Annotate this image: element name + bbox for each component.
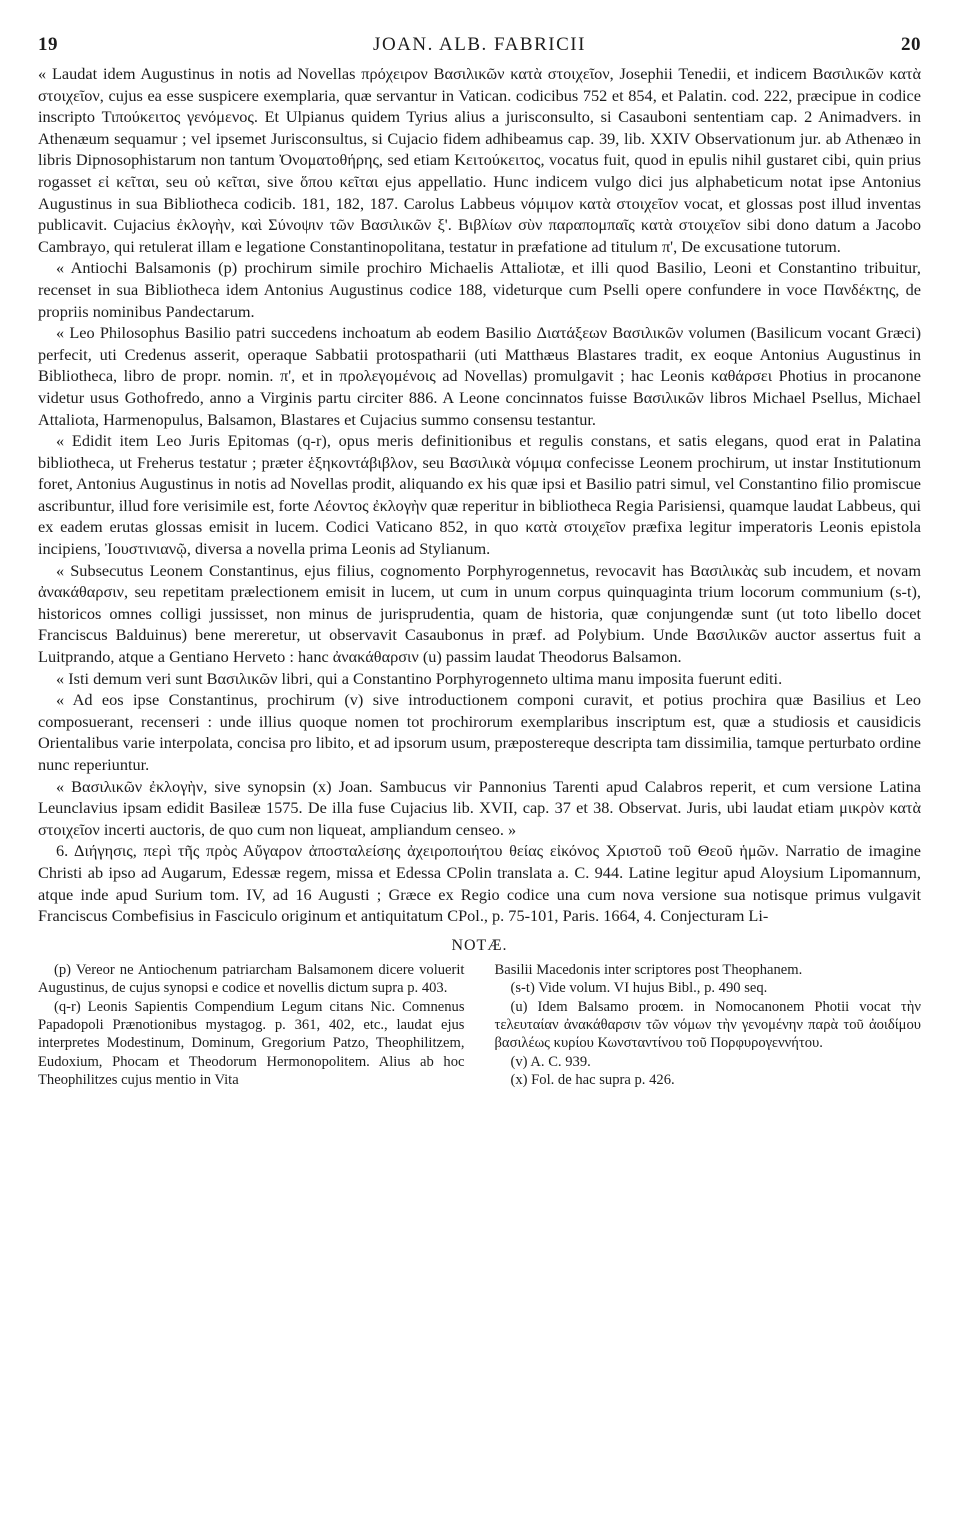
footnote: (p) Vereor ne Antiochenum patriarcham Balsamonem dicere voluerit Augustinus, de cujus synopsi e codice et novellis dictum supra p. 403. <box>38 961 465 997</box>
notes-heading: NOTÆ. <box>451 936 508 954</box>
page-number-left: 19 <box>38 34 58 55</box>
paragraph: « Βασιλικῶν ἐκλογὴν, sive synopsin (x) Joan. Sambucus vir Pannonius Tarenti apud Calabros reperit, et cum versione Latina Leunclavius ipsam edidit Basileæ 1575. De illa fuse Cujacius lib. XVII, cap. 37 et 38. Observat. Juris, ubi laudat etiam μικρὸν κατὰ στοιχεῖον incerti auctoris, de quo cum non liqueat, ampliandum censeo. » <box>38 776 921 839</box>
footnotes-left-column <box>38 961 465 1090</box>
running-title: JOAN. ALB. FABRICII <box>373 34 586 55</box>
footnote: (v) A. C. 939. <box>510 1053 591 1070</box>
paragraph: « Isti demum veri sunt Βασιλικῶν libri, qui a Constantino Porphyrogenneto ultima manu imposita fuerunt editi. <box>56 668 783 688</box>
footnote: Basilii Macedonis inter scriptores post Theophanem. <box>494 961 803 978</box>
page-number-right: 20 <box>900 34 921 55</box>
paragraph: « Edidit item Leo Juris Epitomas (q-r), opus meris definitionibus et regulis constans, et satis elegans, quod erat in Palatina bibliotheca, ut Freherus testatur ; præter ἑξηκοντάβιβλον, seu Βασιλικὰ νόμιμα confecisse Leonem prochirum, ut instar Institutionum foret, Antonius Augustinus in notis ad Novellas prodit, aliquando ex his quæ ipsi et Basilio patri simul, vel Constantino filio promiscue ascribuntur, illud fore verisimile est, forte Λέοντος ἐκλογὴν quæ reperitur in bibliotheca Regia Parisiensi, quamque laudat Labbeus, qui ex eadem erutas glossas emisit in lucem. Codici Vaticano 852, in quo κατὰ στοιχεῖον præfixa legitur imperatoris Leonis epistola incipiens, Ἰουστινιανῷ, diversa a novella prima Leonis ad Stylianum. <box>38 431 921 559</box>
footnote: (x) Fol. de hac supra p. 426. <box>510 1072 675 1089</box>
paragraph: « Ad eos ipse Constantinus, prochirum (v) sive introductionem componi curavit, et potius prochira quæ Basilius et Leo composuerant, recenseri : unde illius quoque nomen tot prochirorum exemplaribus inscriptum est, quæ a studiosis et causidicis Orientalibus varie interpolata, concisa pro libito, et ad ipsorum usum, præpostereque descripta tam dissimilia, tamque perturbato ordine nunc reperiuntur. <box>38 690 921 774</box>
paragraph: « Antiochi Balsamonis (p) prochirum simile prochiro Michaelis Attaliotæ, et illi quod Basilio, Leoni et Constantino tribuitur, recenset in sua Bibliotheca idem Antonius Augustinus codice 188, videturque cum Pselli opere confundere in voce Πανδέκτης, de propriis nominibus Pandectarum. <box>38 258 921 321</box>
footnotes-right-column <box>495 961 922 1090</box>
paragraph: « Subsecutus Leonem Constantinus, ejus filius, cognomento Porphyrogennetus, revocavit has Βασιλικὰς sub incudem, et novam ἀνακάθαρσιν, seu repetitam prælectionem emisit in lucem, ut cum in unum corpus quinquaginta trium locorum communium (s-t), historicos omnes colligi jussisset, non minus de jurisprudentia, quam de historia, quæ conjungendæ sunt (ut toto libello docet Franciscus Balduinus) bene mereretur, ut observavit Casaubonus in præf. ad Polybium. Unde Βασιλικῶν auctor assertus fuit a Luitprando, atque a Gentiano Herveto : hanc ἀνακάθαρσιν (u) passim laudat Theodorus Balsamon. <box>38 560 921 667</box>
paragraph: 6. Διήγησις, περὶ τῆς πρὸς Αὔγαρον ἀποσταλείσης ἀχειροποιήτου θείας εἰκόνος Χριστοῦ τοῦ Θεοῦ ἡμῶν. Narratio de imagine Christi ab ipso ad Augarum, Edessæ regem, missa et Edessa CPolin translata a. C. 944. Latine legitur apud Aloysium Lipomannum, atque inde apud Surium tom. IV, ad 16 Augusti ; Græce ex Regio codice una cum nova versione sua notisque primus vulgavit Franciscus Combefisius in Fasciculo originum et antiquitatum CPol., p. 75-101, Paris. 1664, 4. Conjecturam Li- <box>38 841 921 926</box>
footnote: (s-t) Vide volum. VI hujus Bibl., p. 490 seq. <box>510 980 768 997</box>
paragraph: « Laudat idem Augustinus in notis ad Novellas πρόχειρον Βασιλικῶν κατὰ στοιχεῖον, Josephii Tenedii, et indicem Βασιλικῶν κατὰ στοιχεῖον, cujus ea esse suspicere exemplaria, quæ servantur in Vatican. codicibus 752 et 854, et Palatin. cod. 222, præcipue in codice inscripto Τιπούκειτος γενόμενος. Et Ulpianus quidem Tyrius alius a jurisconsulto, si Casauboni sententiam cap. 2 Animadvers. in Athenæum sequamur ; vel ipsemet Jurisconsultus, si Cujacio fidem adhibeamus cap. 39, lib. XXIV Observationum jur. ab Athenæo in libris Dipnosophistarum non tantum Ὀνοματοθήρης, sed etiam Κειτούκειτος, vocatus fuit, quod in epulis nihil gustaret cibi, quin prius rogasset εἰ κεῖται, seu οὐ κεῖται, sive ὅπου κεῖται ejus appellatio. Hunc indicem vulgo dici jus alphabeticum notat ipse Antonius Augustinus in sua Bibliotheca codicib. 181, 182, 187. Carolus Labbeus νόμιμον κατὰ στοιχεῖον vocat, et glossas post illud inventas publicavit. Cujacius ἐκλογὴν, καὶ Σύνοψιν τῶν Βασιλικῶν ξ'. Βιβλίων σὺν παραπομπαῖς κατὰ στοιχεῖον sibi dono datum a Jacobo Cambrayo, qui retulerat illam e legatione Constantinopolitana, testatur in præfatione ad titulum π', De excusatione tutorum. <box>38 64 921 256</box>
footnote: (u) Idem Balsamo proœm. in Nomocanonem Photii vocat τὴν τελευταίαν ἀνακάθαρσιν τῶν νόμων τὴν γενομένην παρὰ τοῦ ἀοιδίμου βασιλέως κυρίου Κωνσταντίνου τοῦ Πορφυρογεννήτου. <box>494 998 921 1052</box>
page-header <box>38 34 921 56</box>
main-text <box>38 63 921 927</box>
paragraph: « Leo Philosophus Basilio patri succedens inchoatum ab eodem Basilio Διατάξεων Βασιλικῶν volumen (Basilicum vocant Græci) perfecit, uti Credenus asserit, operaque Sabbatii protospatharii (uti Matthæus Blastares tradit, ex eoque Antonius Augustinus in Bibliotheca, libro de propr. nomin. π', et in προλεγομένοις ad Novellas) promulgavit ; hac Leonis καθάρσει Photius in procanone videtur usus Gothofredo, anno a Virginis partu circiter 886. A Leone concinnatos fuisse Βασιλικῶν libros Michael Psellus, Michael Attaliota, Harmenopulus, Balsamon, Blastares et Cujacius summo consensu testantur. <box>38 323 921 429</box>
footnotes <box>38 961 921 1090</box>
footnote: (q-r) Leonis Sapientis Compendium Legum citans Nic. Comnenus Papadopoli Prænotionibus mystagog. p. 361, 402, etc., laudat ejus interpretes Modestinum, Dominum, Gregorium Patzo, Theophilitzem, Eudoxium, Phocam et Theodorum Hermonopolitem. Alius ab hoc Theophilitzes cujus mentio in Vita <box>38 998 465 1089</box>
